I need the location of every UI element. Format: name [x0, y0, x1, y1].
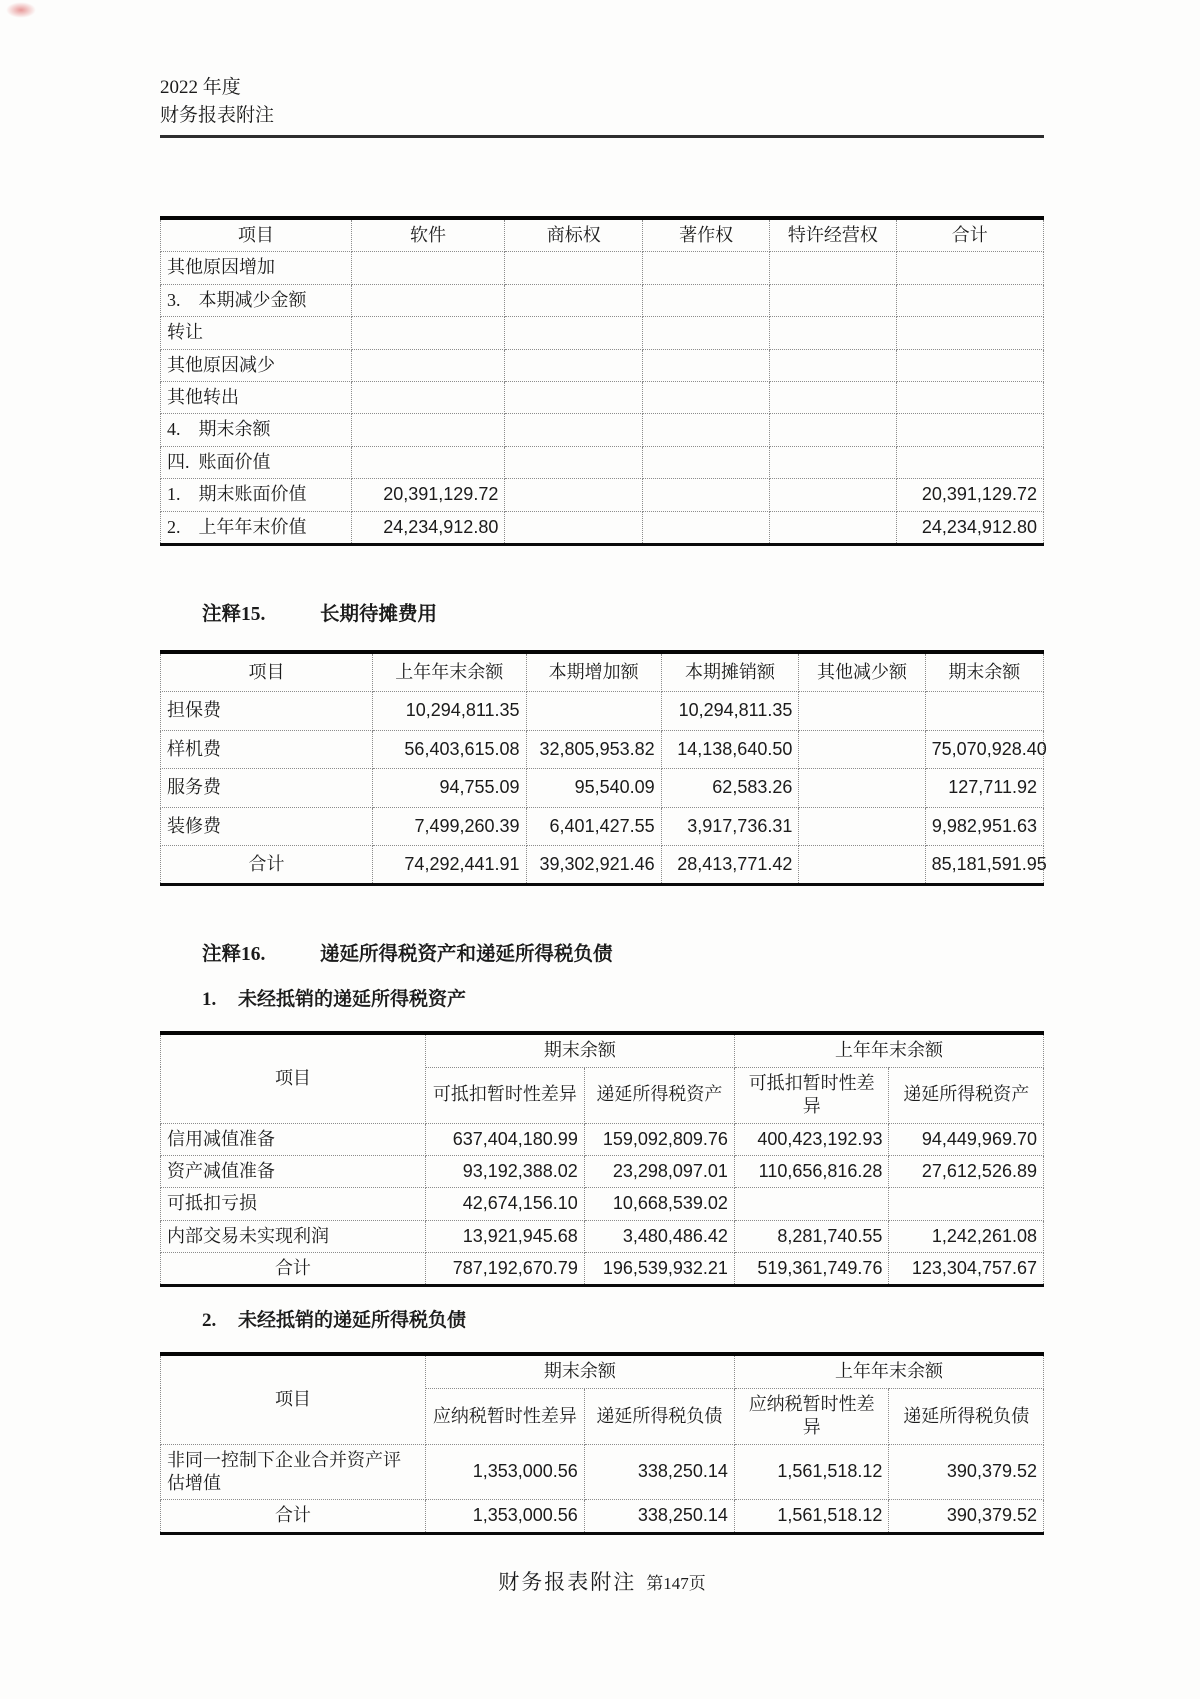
row-label-total: 合计	[161, 845, 373, 884]
table-row	[161, 252, 1044, 284]
cell-value: 32,805,953.82	[526, 730, 661, 768]
row-label-total: 合计	[161, 1500, 426, 1533]
cell-value	[351, 284, 505, 316]
col-header-closing: 期末余额	[925, 652, 1043, 692]
cell-value: 1,561,518.12	[734, 1444, 889, 1500]
row-label: 四. 账面价值	[161, 446, 352, 478]
cell-value	[925, 692, 1043, 730]
cell-value	[896, 414, 1044, 446]
header-year: 2022 年度	[160, 77, 241, 98]
table-total-row	[161, 1500, 1044, 1533]
table-row	[161, 446, 1044, 478]
table-row	[161, 769, 1044, 807]
cell-value	[770, 446, 896, 478]
cell-value	[770, 414, 896, 446]
intangible-assets-table	[160, 216, 1044, 546]
cell-value: 3,480,486.42	[584, 1220, 734, 1252]
cell-value: 127,711.92	[925, 769, 1043, 807]
subheading-number: 1.	[202, 989, 217, 1011]
cell-value: 390,379.52	[889, 1500, 1044, 1533]
cell-value: 24,234,912.80	[351, 511, 505, 544]
cell-value	[505, 446, 643, 478]
row-label: 3. 本期减少金额	[161, 284, 352, 316]
cell-value	[643, 414, 770, 446]
cell-value: 24,234,912.80	[896, 511, 1044, 544]
cell-value: 787,192,670.79	[425, 1253, 584, 1286]
cell-value: 338,250.14	[584, 1500, 734, 1533]
cell-value	[643, 349, 770, 381]
cell-value: 93,192,388.02	[425, 1155, 584, 1187]
cell-value: 27,612,526.89	[889, 1155, 1044, 1187]
cell-value: 14,138,640.50	[661, 730, 799, 768]
table-row	[161, 382, 1044, 414]
row-label: 资产减值准备	[161, 1155, 426, 1187]
note15-title: 长期待摊费用	[320, 604, 438, 625]
cell-value	[505, 511, 643, 544]
deferred-tax-liabilities-table	[160, 1352, 1044, 1534]
cell-value	[505, 479, 643, 511]
col-header-copyright: 著作权	[643, 218, 770, 252]
cell-value: 637,404,180.99	[425, 1123, 584, 1155]
col-header-item: 项目	[161, 1033, 426, 1123]
cell-value	[896, 317, 1044, 349]
cell-value: 20,391,129.72	[351, 479, 505, 511]
col-header-amortized: 本期摊销额	[661, 652, 799, 692]
table-row	[161, 807, 1044, 845]
cell-value: 10,294,811.35	[661, 692, 799, 730]
row-label: 其他转出	[161, 382, 352, 414]
row-label: 可抵扣亏损	[161, 1188, 426, 1220]
sub-header-dtl-opening: 递延所得税负债	[889, 1388, 1044, 1444]
cell-value: 8,281,740.55	[734, 1220, 889, 1252]
cell-value	[770, 511, 896, 544]
page-header	[160, 0, 1044, 138]
row-label: 信用减值准备	[161, 1123, 426, 1155]
cell-value: 196,539,932.21	[584, 1253, 734, 1286]
cell-value: 85,181,591.95	[925, 845, 1043, 884]
table-header-row	[161, 652, 1044, 692]
cell-value: 95,540.09	[526, 769, 661, 807]
col-header-software: 软件	[351, 218, 505, 252]
deferred-expenses-table	[160, 650, 1047, 886]
row-label: 担保费	[161, 692, 373, 730]
cell-value: 9,982,951.63	[925, 807, 1043, 845]
row-label: 服务费	[161, 769, 373, 807]
cell-value	[505, 349, 643, 381]
cell-value: 1,353,000.56	[425, 1444, 584, 1500]
col-header-item: 项目	[161, 1354, 426, 1444]
cell-value	[770, 349, 896, 381]
col-header-item: 项目	[161, 652, 373, 692]
footer-page-number: 第147页	[646, 1574, 706, 1593]
cell-value: 62,583.26	[661, 769, 799, 807]
sub-header-taxable-diff-closing: 应纳税暂时性差异	[425, 1388, 584, 1444]
table-row	[161, 1155, 1044, 1187]
cell-value: 3,917,736.31	[661, 807, 799, 845]
sub-header-taxable-diff-opening: 应纳税暂时性差异	[734, 1388, 889, 1444]
group-header-closing: 期末余额	[425, 1354, 734, 1388]
row-label-total: 合计	[161, 1253, 426, 1286]
sub-header-deductible-diff-closing: 可抵扣暂时性差异	[425, 1067, 584, 1123]
cell-value	[799, 730, 925, 768]
cell-value: 159,092,809.76	[584, 1123, 734, 1155]
cell-value	[889, 1188, 1044, 1220]
subheading-title: 未经抵销的递延所得税负债	[238, 1310, 467, 1332]
header-title: 财务报表附注	[160, 104, 275, 126]
cell-value	[643, 284, 770, 316]
note16-number: 注释16.	[202, 944, 266, 966]
cell-value	[643, 479, 770, 511]
deferred-tax-assets-table	[160, 1031, 1044, 1287]
cell-value: 13,921,945.68	[425, 1220, 584, 1252]
row-label: 样机费	[161, 730, 373, 768]
col-header-franchise: 特许经营权	[770, 218, 896, 252]
cell-value: 7,499,260.39	[372, 807, 526, 845]
cell-value	[505, 284, 643, 316]
cell-value: 56,403,615.08	[372, 730, 526, 768]
note16-subheading-1	[160, 984, 1044, 1011]
table-header-row	[161, 218, 1044, 252]
row-label: 内部交易未实现利润	[161, 1220, 426, 1252]
group-header-opening: 上年年末余额	[734, 1354, 1043, 1388]
col-header-total: 合计	[896, 218, 1044, 252]
cell-value: 110,656,816.28	[734, 1155, 889, 1187]
cell-value	[643, 511, 770, 544]
col-header-additions: 本期增加额	[526, 652, 661, 692]
cell-value	[351, 382, 505, 414]
note16-title: 递延所得税资产和递延所得税负债	[320, 944, 613, 966]
cell-value: 94,755.09	[372, 769, 526, 807]
cell-value	[643, 252, 770, 284]
cell-value: 338,250.14	[584, 1444, 734, 1500]
cell-value	[896, 284, 1044, 316]
col-header-item: 项目	[161, 218, 352, 252]
cell-value: 390,379.52	[889, 1444, 1044, 1500]
cell-value	[896, 446, 1044, 478]
cell-value: 6,401,427.55	[526, 807, 661, 845]
cell-value: 1,242,261.08	[889, 1220, 1044, 1252]
row-label: 装修费	[161, 807, 373, 845]
col-header-trademark: 商标权	[505, 218, 643, 252]
cell-value: 28,413,771.42	[661, 845, 799, 884]
cell-value	[505, 252, 643, 284]
cell-value	[734, 1188, 889, 1220]
page-footer	[160, 1566, 1044, 1596]
row-label: 转让	[161, 317, 352, 349]
table-total-row	[161, 1253, 1044, 1286]
cell-value	[643, 446, 770, 478]
group-header-opening: 上年年末余额	[734, 1033, 1043, 1067]
cell-value	[799, 807, 925, 845]
cell-value	[505, 382, 643, 414]
cell-value: 74,292,441.91	[372, 845, 526, 884]
table-total-row	[161, 845, 1044, 884]
note16-heading	[160, 938, 1044, 966]
table-row	[161, 1444, 1044, 1500]
cell-value: 519,361,749.76	[734, 1253, 889, 1286]
cell-value	[526, 692, 661, 730]
row-label: 其他原因减少	[161, 349, 352, 381]
row-label: 非同一控制下企业合并资产评估增值	[161, 1444, 426, 1500]
cell-value	[896, 252, 1044, 284]
row-label: 4. 期末余额	[161, 414, 352, 446]
cell-value	[896, 349, 1044, 381]
cell-value	[896, 382, 1044, 414]
group-header-closing: 期末余额	[425, 1033, 734, 1067]
table-row	[161, 692, 1044, 730]
cell-value	[351, 446, 505, 478]
row-label: 1. 期末账面价值	[161, 479, 352, 511]
sub-header-dta-closing: 递延所得税资产	[584, 1067, 734, 1123]
cell-value: 39,302,921.46	[526, 845, 661, 884]
cell-value	[770, 479, 896, 511]
table-row	[161, 479, 1044, 511]
table-row	[161, 1188, 1044, 1220]
note15-heading	[160, 598, 1044, 626]
cell-value: 42,674,156.10	[425, 1188, 584, 1220]
cell-value	[770, 317, 896, 349]
group-header-row	[161, 1354, 1044, 1388]
cell-value	[770, 382, 896, 414]
table-row	[161, 730, 1044, 768]
cell-value	[799, 692, 925, 730]
cell-value: 123,304,757.67	[889, 1253, 1044, 1286]
row-label: 2. 上年年末价值	[161, 511, 352, 544]
note15-number: 注释15.	[202, 604, 266, 625]
cell-value	[505, 414, 643, 446]
cell-value	[643, 317, 770, 349]
cell-value	[351, 252, 505, 284]
cell-value	[351, 349, 505, 381]
footer-title: 财务报表附注	[498, 1570, 637, 1594]
scan-artifact-mark	[6, 2, 36, 18]
cell-value	[505, 317, 643, 349]
cell-value: 10,668,539.02	[584, 1188, 734, 1220]
cell-value	[351, 317, 505, 349]
cell-value: 10,294,811.35	[372, 692, 526, 730]
subheading-title: 未经抵销的递延所得税资产	[238, 989, 467, 1011]
col-header-opening: 上年年末余额	[372, 652, 526, 692]
col-header-other-decrease: 其他减少额	[799, 652, 925, 692]
cell-value: 1,561,518.12	[734, 1500, 889, 1533]
cell-value: 1,353,000.56	[425, 1500, 584, 1533]
cell-value	[770, 284, 896, 316]
cell-value	[799, 845, 925, 884]
cell-value	[799, 769, 925, 807]
sub-header-dta-opening: 递延所得税资产	[889, 1067, 1044, 1123]
cell-value: 20,391,129.72	[896, 479, 1044, 511]
table-row	[161, 317, 1044, 349]
cell-value	[770, 252, 896, 284]
row-label: 其他原因增加	[161, 252, 352, 284]
table-row	[161, 349, 1044, 381]
table-row	[161, 1123, 1044, 1155]
cell-value: 94,449,969.70	[889, 1123, 1044, 1155]
group-header-row	[161, 1033, 1044, 1067]
table-row	[161, 511, 1044, 544]
sub-header-deductible-diff-opening: 可抵扣暂时性差异	[734, 1067, 889, 1123]
sub-header-dtl-closing: 递延所得税负债	[584, 1388, 734, 1444]
cell-value	[643, 382, 770, 414]
cell-value	[351, 414, 505, 446]
cell-value: 75,070,928.40	[925, 730, 1043, 768]
table-row	[161, 1220, 1044, 1252]
note16-subheading-2	[160, 1305, 1044, 1332]
cell-value: 23,298,097.01	[584, 1155, 734, 1187]
table-row	[161, 284, 1044, 316]
subheading-number: 2.	[202, 1310, 217, 1332]
cell-value: 400,423,192.93	[734, 1123, 889, 1155]
page-content	[160, 0, 1047, 1535]
table-row	[161, 414, 1044, 446]
